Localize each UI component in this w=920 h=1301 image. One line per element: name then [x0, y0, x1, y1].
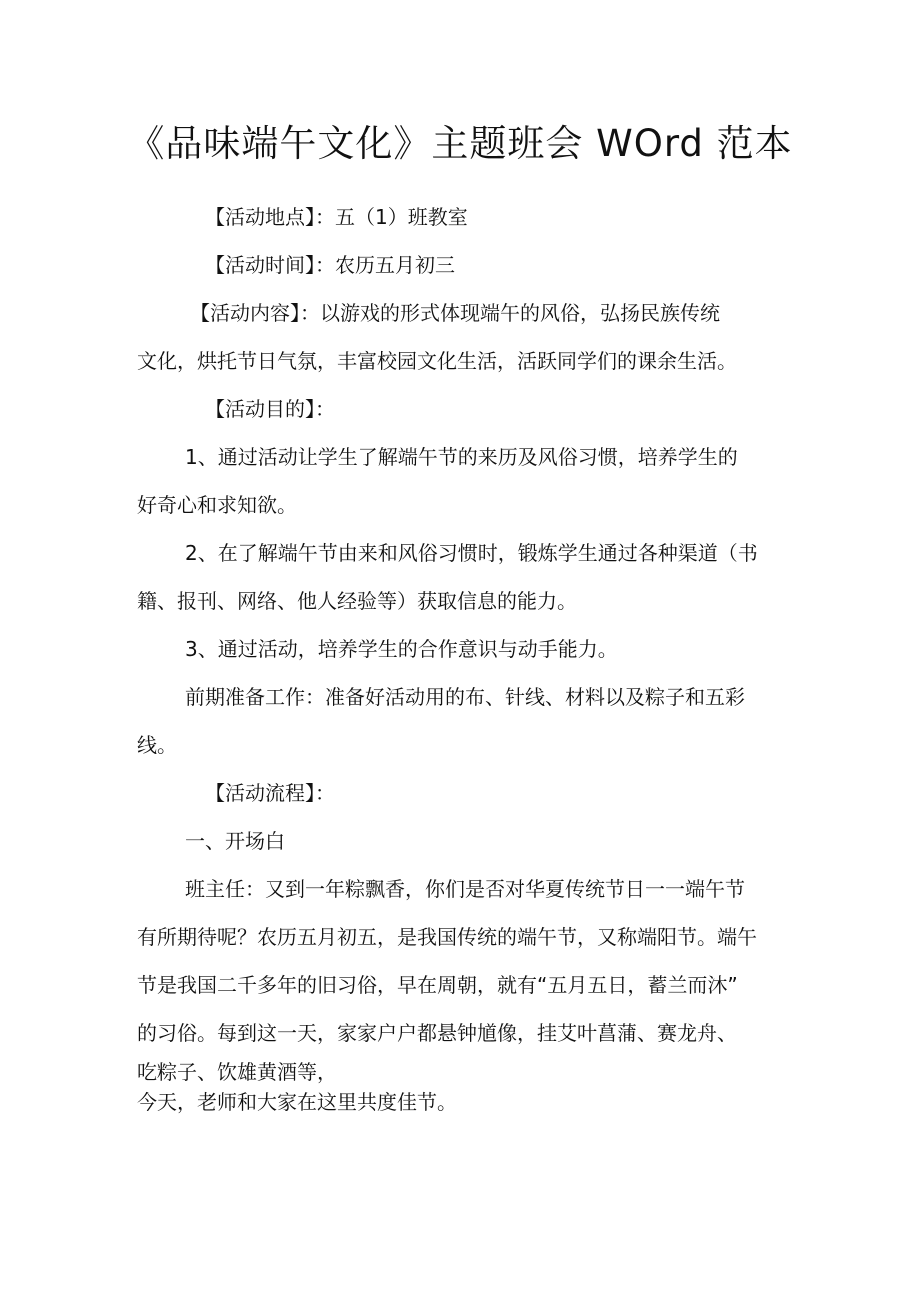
- preparation-line-1: 前期准备工作：准备好活动用的布、针线、材料以及粽子和五彩: [185, 685, 745, 709]
- opening-heading: 一、开场白: [185, 829, 285, 853]
- activity-location-line: 【活动地点】：五（1）班教室: [205, 205, 468, 229]
- activity-time-line: 【活动时间】：农历五月初三: [205, 253, 455, 277]
- document-title: 《品味端午文化》主题班会 WOrd 范本: [127, 122, 793, 165]
- document-body: [137, 193, 797, 1117]
- opening-paragraph-line-6: 今天，老师和大家在这里共度佳节。: [137, 1090, 457, 1114]
- opening-paragraph-line-1: 班主任：又到一年粽飘香，你们是否对华夏传统节日一一端午节: [185, 877, 745, 901]
- purpose-item-2-line-2: 籍、报刊、网络、他人经验等）获取信息的能力。: [137, 589, 577, 613]
- activity-content-line-1: 【活动内容】：以游戏的形式体现端午的风俗，弘扬民族传统: [190, 301, 720, 325]
- opening-paragraph-line-2: 有所期待呢？农历五月初五，是我国传统的端午节，又称端阳节。端午: [137, 925, 757, 949]
- activity-purpose-heading: 【活动目的】：: [205, 397, 335, 421]
- opening-paragraph-line-3: 节是我国二千多年的旧习俗，早在周朝，就有“五月五日，蓄兰而沐”: [137, 973, 738, 997]
- purpose-item-3: 3、通过活动，培养学生的合作意识与动手能力。: [185, 637, 618, 661]
- purpose-item-1-line-1: 1、通过活动让学生了解端午节的来历及风俗习惯，培养学生的: [185, 445, 738, 469]
- activity-process-heading: 【活动流程】：: [205, 781, 335, 805]
- purpose-item-1-line-2: 好奇心和求知欲。: [137, 493, 297, 517]
- activity-content-line-2: 文化，烘托节日气氛，丰富校园文化生活，活跃同学们的课余生活。: [137, 349, 737, 373]
- purpose-item-2-line-1: 2、在了解端午节由来和风俗习惯时，锻炼学生通过各种渠道（书: [185, 541, 758, 565]
- preparation-line-2: 线。: [137, 733, 177, 757]
- opening-paragraph-line-4: 的习俗。每到这一天，家家户户都悬钟馗像，挂艾叶菖蒲、赛龙舟、: [137, 1021, 737, 1045]
- opening-paragraph-line-5: 吃粽子、饮雄黄酒等，: [137, 1060, 337, 1084]
